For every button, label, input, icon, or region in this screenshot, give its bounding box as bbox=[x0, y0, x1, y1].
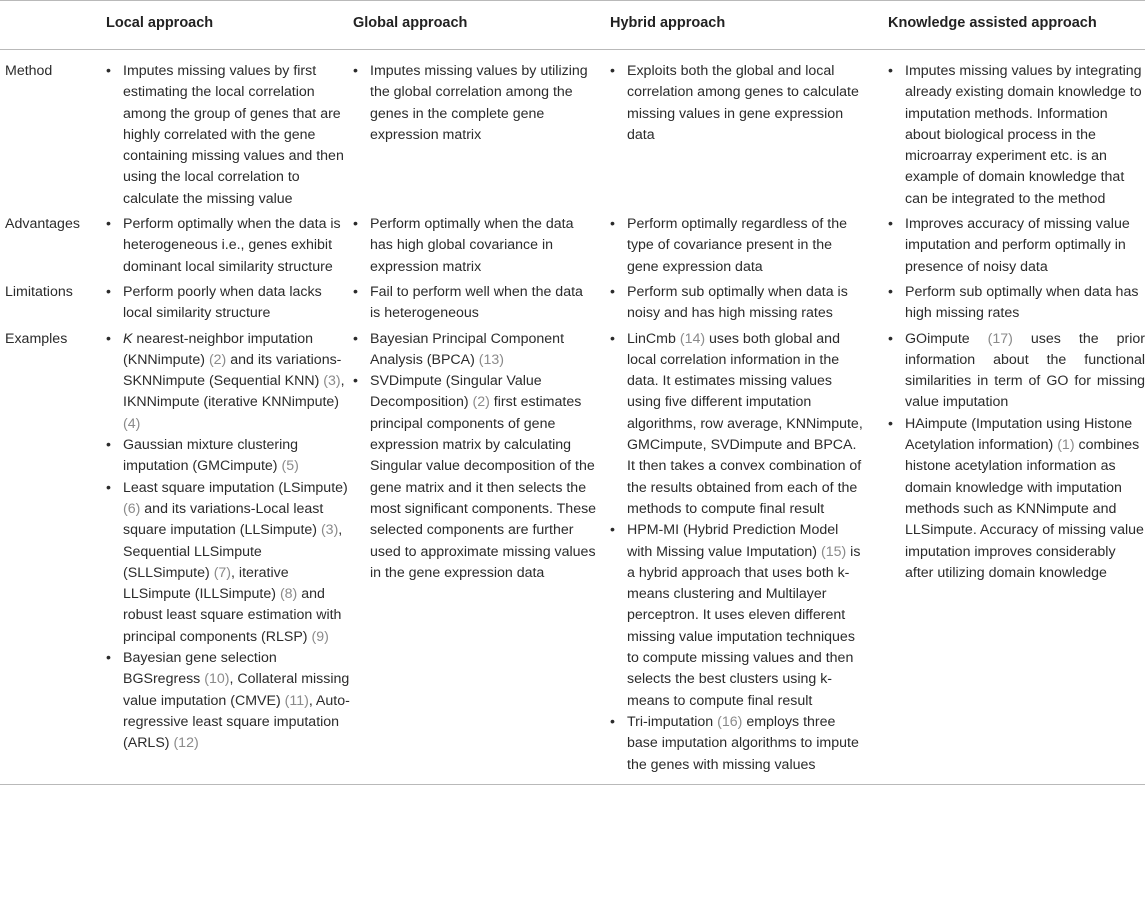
table-row-limitations bbox=[0, 282, 1145, 329]
cell-limitations-knowledge bbox=[863, 282, 1145, 329]
list-item: • Imputes missing values by integrating already existing domain knowledge to imputation methods. Information about biological process in the microarray experiment etc. is an example of domain knowledge that can be integrated to the method bbox=[888, 61, 1145, 210]
cell-examples-hybrid bbox=[597, 329, 863, 785]
list-item: • Imputes missing values by utilizing the global correlation among the genes in the complete gene expression matrix bbox=[353, 61, 597, 146]
list-item: • Imputes missing values by first estimating the local correlation among the group of genes that are highly correlated with the gene containing missing values and then using the local correlation to calculate the missing value bbox=[106, 61, 351, 210]
text-segment: uses both global and local correlation information in the data. It estimates missing values using five different imputation algorithms, row average, KNNimpute, GMCimpute, SVDimpute and BPCA. It then takes a convex combination of the results obtained from each of the methods to compute final result bbox=[627, 330, 863, 517]
text-segment: is a hybrid approach that uses both k-means clustering and Multilayer perceptron. It uses eleven different missing value imputation techniques to compute missing values and then selects the best clusters using k-means to compute final result bbox=[627, 543, 861, 709]
text-segment: first estimates principal components of gene expression matrix by calculating Singular value decomposition of the gene matrix and it then selects the most significant components. These selected components are further used to approximate missing values in the gene expression data bbox=[370, 394, 597, 581]
header-row bbox=[0, 1, 1145, 50]
list-item: • Perform sub optimally when data has high missing rates bbox=[888, 282, 1145, 325]
reference-link[interactable]: (9) bbox=[311, 628, 329, 645]
list-item bbox=[106, 478, 351, 648]
cell-advantages-knowledge bbox=[863, 214, 1145, 282]
header-local-approach: Local approach bbox=[103, 1, 351, 50]
row-label-advantages: Advantages bbox=[5, 216, 80, 233]
reference-link[interactable]: (5) bbox=[281, 458, 299, 475]
text-segment: nearest-neighbor imputation (KNNimpute) bbox=[123, 330, 314, 368]
reference-link[interactable]: (7) bbox=[213, 564, 232, 581]
header-knowledge-assisted-approach: Knowledge assisted approach bbox=[863, 1, 1145, 50]
table-row-advantages bbox=[0, 214, 1145, 282]
reference-link[interactable]: (16) bbox=[717, 713, 743, 730]
list-item bbox=[106, 648, 351, 754]
list-item bbox=[353, 371, 597, 584]
list-item bbox=[610, 329, 863, 521]
cell-method-local bbox=[103, 50, 351, 215]
cell-limitations-hybrid bbox=[597, 282, 863, 329]
reference-link[interactable]: (2) bbox=[208, 351, 227, 368]
text-segment: , iterative LLSimpute (ILLSimpute) bbox=[123, 564, 289, 603]
list-item: • Perform optimally when the data is heterogeneous i.e., genes exhibit dominant local similarity structure bbox=[106, 214, 351, 278]
cell-method-knowledge bbox=[863, 50, 1145, 215]
reference-link[interactable]: (15) bbox=[820, 543, 847, 560]
text-segment: , Collateral missing value imputation (CMVE) bbox=[123, 671, 350, 709]
list-item bbox=[610, 712, 863, 776]
text-segment: employs three base imputation algorithms to impute the genes with missing values bbox=[627, 713, 859, 773]
list-item bbox=[106, 329, 351, 435]
text-segment: HAimpute (Imputation using Histone Acetylation information) bbox=[905, 415, 1133, 454]
list-item bbox=[888, 414, 1145, 584]
header-hybrid-approach: Hybrid approach bbox=[597, 1, 863, 50]
list-item bbox=[610, 520, 863, 712]
list-item: • Perform optimally when the data has high global covariance in expression matrix bbox=[353, 214, 597, 278]
reference-link[interactable]: (1) bbox=[1057, 437, 1075, 454]
text-segment: Tri-imputation bbox=[627, 713, 718, 730]
cell-examples-local bbox=[103, 329, 351, 785]
cell-method-hybrid bbox=[597, 50, 863, 215]
list-item: • Exploits both the global and local correlation among genes to calculate missing values in gene expression data bbox=[610, 61, 863, 146]
list-item: • Perform optimally regardless of the type of covariance present in the gene expression data bbox=[610, 214, 863, 278]
cell-limitations-local bbox=[103, 282, 351, 329]
text-segment: Least square imputation (LSimpute) bbox=[123, 479, 348, 496]
text-segment: , Auto-regressive least square imputation (ARLS) bbox=[123, 692, 350, 752]
list-item: • Perform poorly when data lacks local similarity structure bbox=[106, 282, 351, 325]
row-label-examples: Examples bbox=[5, 330, 68, 347]
text-segment: , IKNNimpute (iterative KNNimpute) bbox=[123, 373, 345, 411]
reference-link[interactable]: (2) bbox=[472, 394, 490, 411]
text-segment: LinCmb bbox=[627, 330, 680, 347]
reference-link[interactable]: (4) bbox=[123, 415, 141, 432]
text-segment: K bbox=[123, 330, 133, 347]
cell-advantages-global bbox=[351, 214, 597, 282]
cell-limitations-global bbox=[351, 282, 597, 329]
reference-link[interactable]: (11) bbox=[284, 692, 309, 709]
text-segment: Bayesian Principal Component Analysis (BPCA) bbox=[370, 330, 565, 368]
text-segment: and its variations-SKNNimpute (Sequential KNN) bbox=[123, 351, 342, 390]
cell-method-global bbox=[351, 50, 597, 215]
list-item bbox=[888, 329, 1145, 414]
text-segment: , Sequential LLSimpute (SLLSimpute) bbox=[123, 522, 343, 581]
text-segment: Gaussian mixture clustering imputation (GMCimpute) bbox=[123, 437, 299, 475]
list-item bbox=[353, 329, 597, 372]
reference-link[interactable]: (13) bbox=[478, 351, 505, 368]
text-segment: Bayesian gene selection BGSregress bbox=[123, 650, 277, 688]
list-item bbox=[106, 435, 351, 478]
text-segment: and robust least square estimation with principal components (RLSP) bbox=[123, 586, 342, 645]
text-segment: and its variations-Local least square imputation (LLSimpute) bbox=[123, 500, 324, 539]
text-segment: uses the prior information about the functional similarities in term of GO for missing value imputation bbox=[905, 330, 1145, 411]
text-segment: GOimpute bbox=[905, 330, 988, 347]
cell-examples-knowledge bbox=[863, 329, 1145, 785]
text-segment: SVDimpute (Singular Value Decomposition) bbox=[370, 373, 542, 411]
list-item: • Perform sub optimally when data is noisy and has high missing rates bbox=[610, 282, 863, 325]
reference-link[interactable]: (12) bbox=[173, 735, 199, 752]
text-segment: combines histone acetylation information as domain knowledge with imputation methods such as KNNimpute and LLSimpute. Accuracy of missing value imputation improves considerably after utilizing domain knowledge bbox=[905, 437, 1144, 581]
reference-link[interactable]: (10) bbox=[204, 671, 230, 688]
cell-advantages-hybrid bbox=[597, 214, 863, 282]
reference-link[interactable]: (3) bbox=[323, 373, 341, 390]
table-row-examples bbox=[0, 329, 1145, 785]
table-row-method bbox=[0, 50, 1145, 215]
reference-link[interactable]: (8) bbox=[279, 586, 298, 603]
reference-link[interactable]: (14) bbox=[679, 330, 706, 347]
row-label-limitations: Limitations bbox=[5, 283, 73, 300]
reference-link[interactable]: (3) bbox=[320, 522, 339, 539]
text-segment: HPM-MI (Hybrid Prediction Model with Missing value Imputation) bbox=[627, 522, 839, 560]
header-empty bbox=[0, 1, 103, 50]
reference-link[interactable]: (17) bbox=[987, 330, 1013, 347]
cell-advantages-local bbox=[103, 214, 351, 282]
list-item: • Improves accuracy of missing value imputation and perform optimally in presence of noisy data bbox=[888, 214, 1145, 278]
reference-link[interactable]: (6) bbox=[123, 500, 141, 517]
cell-examples-global bbox=[351, 329, 597, 785]
row-label-method: Method bbox=[5, 63, 53, 79]
header-global-approach: Global approach bbox=[351, 1, 597, 50]
list-item: • Fail to perform well when the data is heterogeneous bbox=[353, 282, 597, 325]
